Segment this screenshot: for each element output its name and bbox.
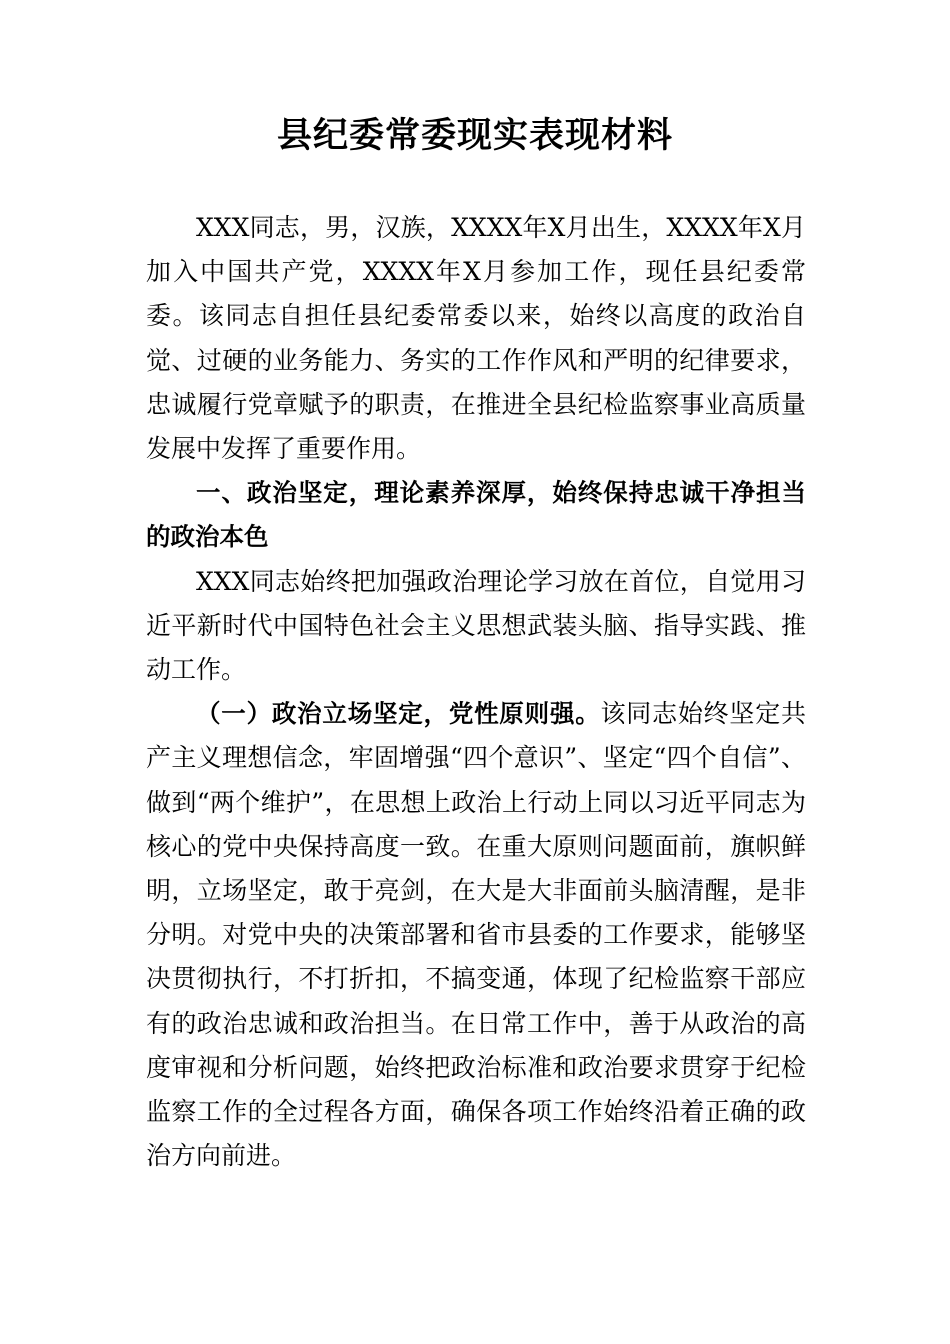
study-paragraph: XXX同志始终把加强政治理论学习放在首位，自觉用习近平新时代中国特色社会主义思想武装头脑、指导实践、推动工作。 [146, 566, 806, 685]
document-title: 县纪委常委现实表现材料 [276, 115, 673, 156]
subsection-paragraph [146, 692, 806, 1178]
document-body [146, 206, 806, 1178]
subsection-lead: （一）政治立场坚定，党性原则强。 [196, 699, 601, 729]
intro-paragraph: XXX同志，男，汉族，XXXX年X月出生，XXXX年X月加入中国共产党，XXXX年X月参加工作，现任县纪委常委。该同志自担任县纪委常委以来，始终以高度的政治自觉、过硬的业务能力、务实的工作作风和严明的纪律要求，忠诚履行党章赋予的职责，在推进全县纪检监察事业高质量发展中发挥了重要作用。 [146, 213, 806, 464]
subsection-text: 该同志始终坚定共产主义理想信念，牢固增强“四个意识”、坚定“四个自信”、做到“两个维护”，在思想上政治上行动上同以习近平同志为核心的党中央保持高度一致。在重大原则问题面前，旗帜鲜明，立场坚定，敢于亮剑，在大是大非面前头脑清醒，是非分明。对党中央的决策部署和省市县委的工作要求，能够坚决贯彻执行，不打折扣，不搞变通，体现了纪检监察干部应有的政治忠诚和政治担当。在日常工作中，善于从政治的高度审视和分析问题，始终把政治标准和政治要求贯穿于纪检监察工作的全过程各方面，确保各项工作始终沿着正确的政治方向前进。 [146, 699, 806, 1171]
section-heading: 一、政治坚定，理论素养深厚，始终保持忠诚干净担当的政治本色 [146, 478, 806, 552]
